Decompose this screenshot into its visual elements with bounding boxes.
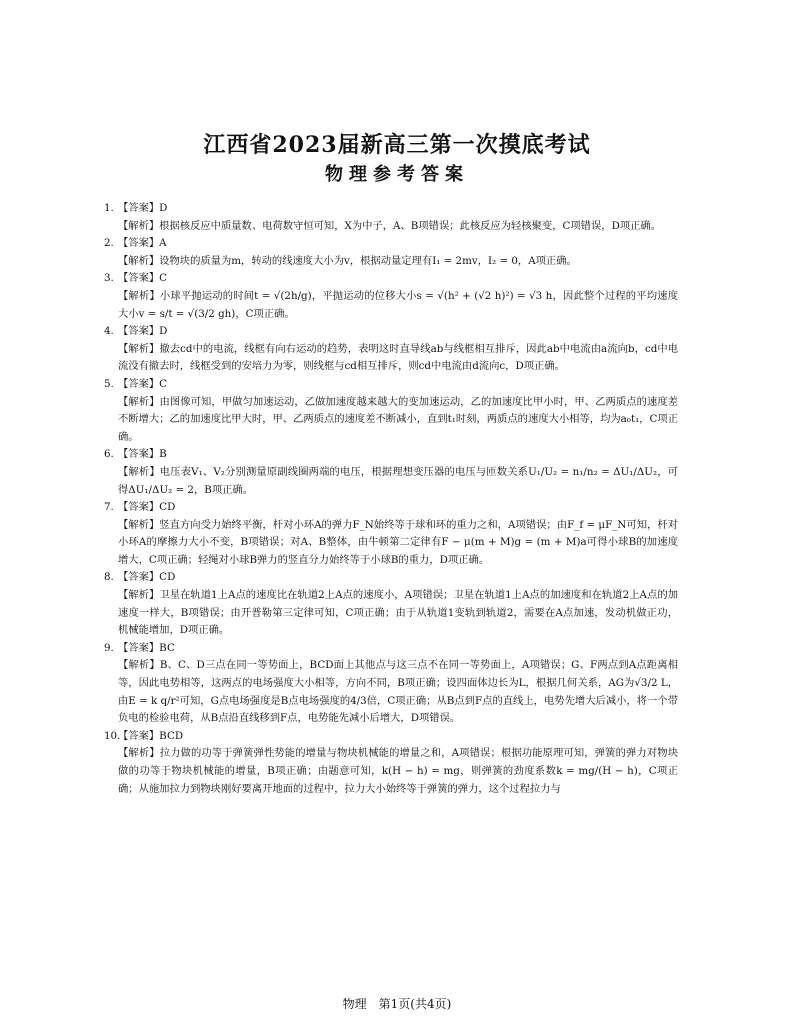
answer-item — [104, 376, 678, 446]
question-number: 6. — [104, 448, 114, 461]
answer-label: 【答案】BC — [118, 641, 175, 654]
question-number: 9. — [104, 641, 114, 654]
answer-item — [104, 270, 678, 323]
explanation-text: 【解析】由图像可知，甲做匀加速运动，乙做加速度越来越大的变加速运动，乙的加速度比甲小时，甲、乙两质点的速度差不断增大；乙的加速度比甲大时，甲、乙两质点的速度差不断减小，直到t₁时刻，两质点的速度大小相等，均为a₀t₁，C项正确。 — [118, 395, 678, 443]
answer-label: 【答案】BCD — [118, 729, 184, 742]
question-number: 7. — [104, 501, 114, 514]
answer-item — [104, 728, 678, 798]
explanation-text: 【解析】设物块的质量为m，转动的线速度大小为v，根据动量定理有I₁ = 2mv，I₂ = 0，A项正确。 — [118, 254, 577, 267]
explanation-text: 【解析】拉力做的功等于弹簧弹性势能的增量与物块机械能的增量之和，A项错误；根据功能原理可知，弹簧的弹力对物块做的功等于物块机械能的增量，B项正确；由题意可知，k(H − h) = mg，则弹簧的劲度系数k = mg/(H − h)，C项正确；从施加拉力到物块刚好要离开地面的过程中，拉力大小始终等于弹簧的弹力，这个过程拉力与 — [118, 747, 678, 795]
explanation-text: 【解析】撤去cd中的电流，线框有向右运动的趋势，表明这时直导线ab与线框相互排斥，因此ab中电流由a流向b，cd中电流没有撤去时，线框受到的安培力为零，则线框与cd相互排斥，则cd中电流由d流向c，D项正确。 — [118, 342, 678, 373]
answer-item — [104, 323, 678, 376]
answer-item — [104, 640, 678, 728]
question-number: 8. — [104, 571, 114, 584]
explanation-text: 【解析】卫星在轨道1上A点的速度比在轨道2上A点的速度小，A项错误；卫星在轨道1上A点的加速度和在轨道2上A点的加速度一样大，B项错误；由开普勒第三定律可知，C项正确；由于从轨道1变轨到轨道2，需要在A点加速，发动机做正功，机械能增加，D项正确。 — [118, 589, 678, 637]
answer-item — [104, 499, 678, 569]
page-title: 江西省2023届新高三第一次摸底考试 — [203, 132, 591, 158]
question-number: 2. — [104, 237, 114, 250]
question-number: 10. — [104, 729, 121, 742]
answer-label: 【答案】C — [118, 272, 168, 285]
question-number: 1. — [104, 202, 114, 214]
explanation-text: 【解析】竖直方向受力始终平衡，杆对小环A的弹力F_N始终等于球和环的重力之和，A项错误；由F_f = μF_N可知，杆对小环A的摩擦力大小不变，B项错误；对A、B整体，由牛顿第二定律有F − μ(m + M)g = (m + M)a可得小球B的加速度增大，C项正确；轻绳对小球B弹力的竖直分力始终等于小球B的重力，D项正确。 — [118, 518, 678, 566]
answer-item — [104, 569, 678, 639]
explanation-text: 【解析】小球平抛运动的时间t = √(2h/g)，平抛运动的位移大小s = √(h² + (√2 h)²) = √3 h，因此整个过程的平均速度大小v = s/t = √(3/2 gh)，C项正确。 — [118, 289, 678, 320]
answer-label: 【答案】A — [118, 237, 167, 250]
answer-item — [104, 200, 678, 235]
answer-label: 【答案】D — [118, 202, 168, 214]
page-footer: 物理 第1页(共4页) — [342, 997, 452, 1011]
answer-label: 【答案】CD — [118, 501, 176, 514]
answer-label: 【答案】C — [118, 377, 168, 390]
answer-label: 【答案】D — [118, 325, 168, 338]
explanation-text: 【解析】电压表V₁、V₂分别测量原副线圈两端的电压，根据理想变压器的电压与匝数关系U₁/U₂ = n₁/n₂ = ΔU₁/ΔU₂，可得ΔU₁/ΔU₂ = 2，B项正确。 — [118, 465, 678, 496]
explanation-text: 【解析】根据核反应中质量数、电荷数守恒可知，X为中子，A、B项错误；此核反应为轻核聚变，C项错误，D项正确。 — [118, 219, 662, 232]
answer-item — [104, 235, 678, 270]
page-subtitle: 物理参考答案 — [325, 164, 469, 185]
question-number: 5. — [104, 377, 114, 390]
answer-label: 【答案】B — [118, 448, 167, 461]
answer-item — [104, 446, 678, 499]
explanation-text: 【解析】B、C、D三点在同一等势面上，BCD面上其他点与这三点不在同一等势面上，A项错误；G、F两点到A点距离相等，因此电势相等，这两点的电场强度大小相等，方向不同，B项正确；设四面体边长为L，根据几何关系，AG为√3/2 L，由E = k q/r²可知，G点电场强度是B点电场强度的4/3倍，C项正确；从B点到F点的直线上，电势先增大后减小，将一个带负电的检验电荷，从B点沿直线移到F点，电势能先减小后增大，D项错误。 — [118, 659, 678, 725]
question-number: 4. — [104, 325, 114, 338]
question-number: 3. — [104, 272, 114, 285]
answer-list — [104, 200, 678, 798]
answer-label: 【答案】CD — [118, 571, 176, 584]
